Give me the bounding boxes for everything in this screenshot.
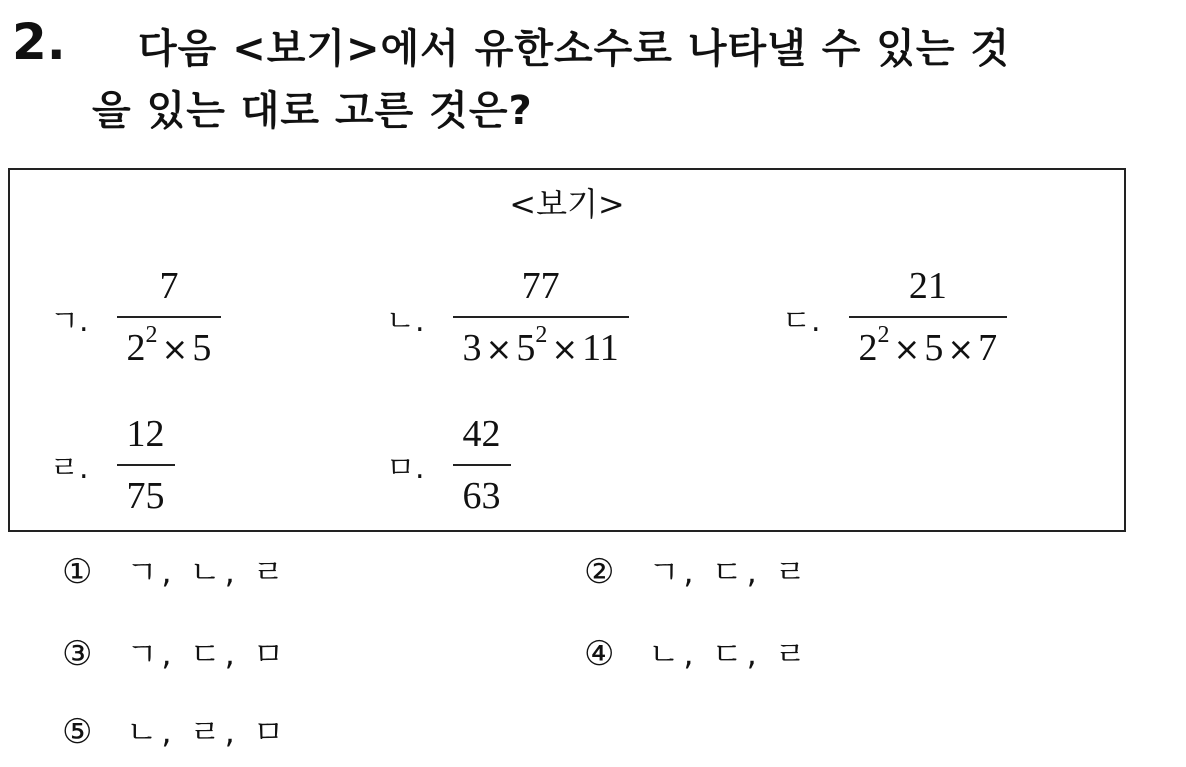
fraction-numerator: 12 [126,413,165,455]
example-item-nieun [386,262,629,373]
choice-number: ⑤ [62,712,93,752]
fraction-numerator: 21 [908,265,947,307]
example-item-digeut [782,262,1007,373]
choice-text: ㄱ, ㄴ, ㄹ [126,553,288,591]
example-box-title: <보기> [509,185,625,223]
answer-choice-3[interactable] [62,634,288,674]
fraction-denominator: $3 \times 5^2 \times 11$ [462,322,619,369]
question-text [92,18,1132,142]
fraction [453,262,629,373]
answer-choice-5[interactable] [62,712,288,752]
fraction-denominator: $2^2 \times 5$ [126,322,212,369]
fraction-denominator: $2^2 \times 5 \times 7$ [858,322,998,369]
choice-text: ㄱ, ㄷ, ㅁ [126,635,288,673]
example-item-giyeok [50,262,221,373]
example-item-rieul [50,410,175,520]
fraction-denominator: 75 [126,475,165,517]
answer-choice-4[interactable] [584,634,810,674]
item-label: ㄴ. [386,303,425,339]
choice-text: ㄴ, ㄷ, ㄹ [648,635,810,673]
answer-choice-2[interactable] [584,552,810,592]
choice-number: ① [62,552,93,592]
fraction [117,262,222,373]
fraction-numerator: 77 [521,265,560,307]
item-label: ㄹ. [50,451,89,486]
question-number: 2. [12,13,66,71]
fraction-numerator: 7 [159,265,179,307]
question-text-line-2: 을 있는 대로 고른 것은? [92,88,533,134]
question-text-line-1: 다음 <보기>에서 유한소수로 나타낼 수 있는 것 [138,26,1011,72]
item-label: ㄷ. [782,303,821,339]
choice-number: ③ [62,634,93,674]
example-box [8,168,1126,532]
choice-text: ㄴ, ㄹ, ㅁ [126,713,288,751]
choice-number: ② [584,552,615,592]
fraction [453,410,511,520]
fraction [849,262,1008,373]
fraction [117,410,175,520]
example-item-mieum [386,410,511,520]
answer-choice-1[interactable] [62,552,288,592]
fraction-denominator: 63 [462,475,501,517]
choice-number: ④ [584,634,615,674]
item-label: ㄱ. [50,303,89,339]
item-label: ㅁ. [386,451,425,486]
fraction-numerator: 42 [462,413,501,455]
choice-text: ㄱ, ㄷ, ㄹ [648,553,810,591]
